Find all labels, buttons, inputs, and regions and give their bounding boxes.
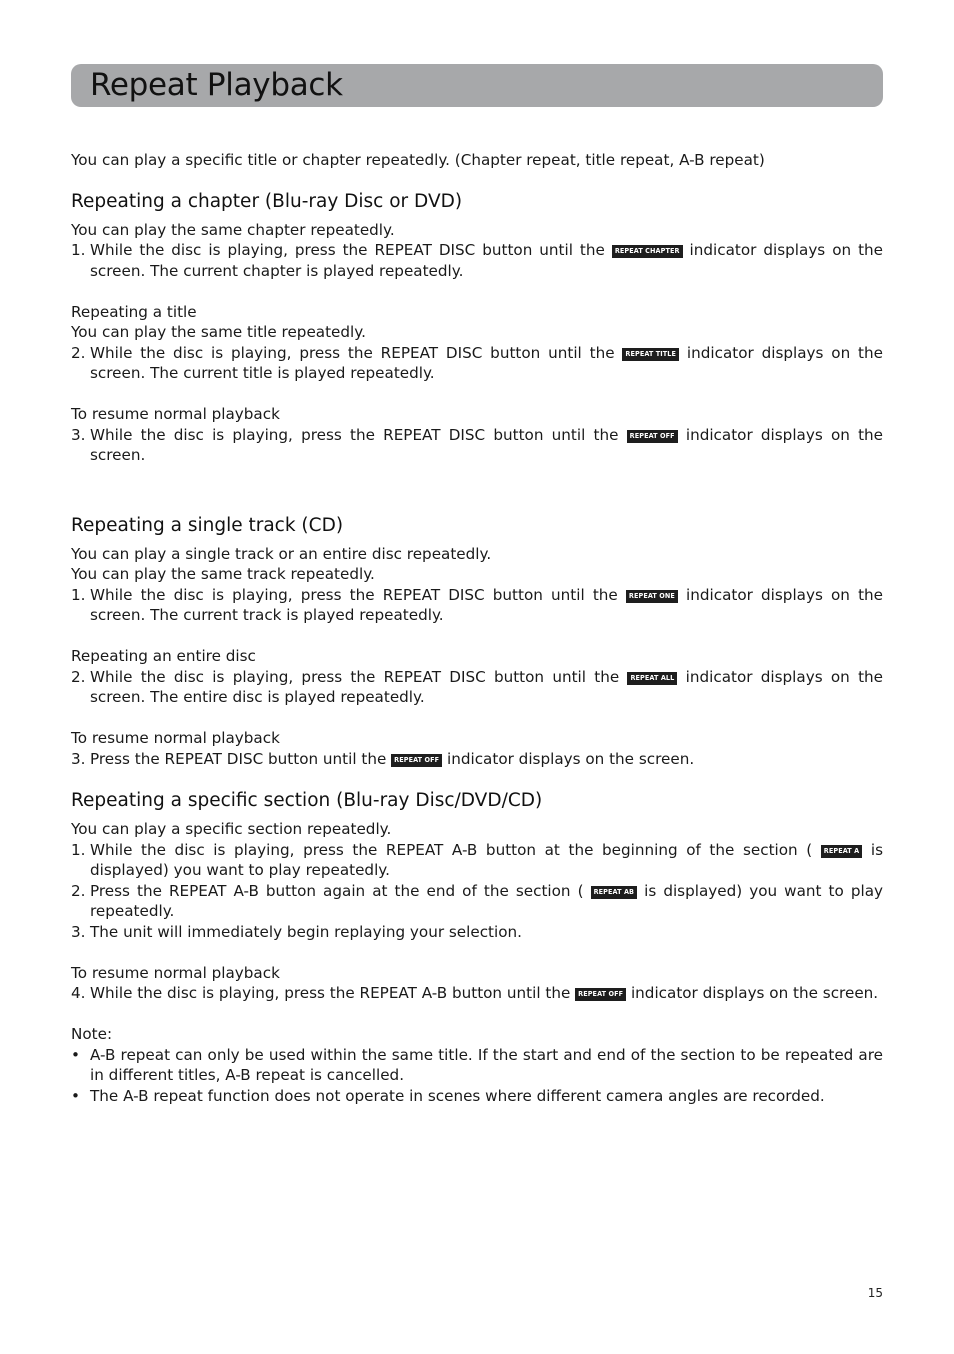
step-number: 4. [71,984,86,1002]
repeat-off-indicator-icon: REPEAT OFF [575,988,626,1001]
repeat-off-indicator-icon: REPEAT OFF [391,754,442,767]
repeat-a-indicator-icon: REPEAT A [821,845,862,858]
step-text: indicator displays on the screen. The entire disc is played repeatedly. [90,667,883,706]
step-text: The unit will immediately begin replaying your selection. [90,922,522,941]
repeat-all-indicator-icon: REPEAT ALL [627,672,677,685]
subheading: Repeating an entire disc [71,647,256,665]
step-text: indicator displays on the screen. [442,749,695,768]
repeat-one-indicator-icon: REPEAT ONE [626,590,678,603]
section-line: You can play a single track or an entire disc repeatedly. [71,544,492,563]
section-line: You can play a specific section repeatedly. [71,820,392,838]
step-text: indicator displays on the screen. The current title is played repeatedly. [90,343,883,382]
step-number: 1. [71,840,86,859]
step-text: indicator displays on the screen. The current chapter is played repeatedly. [90,241,883,280]
step-item [71,425,883,466]
step-text: Press the REPEAT DISC button until the [90,749,392,768]
page-number: 15 [867,1286,883,1300]
step-number: 3. [71,425,86,444]
step-item [71,983,883,1004]
repeat-chapter-indicator-icon: REPEAT CHAPTER [612,245,683,258]
section-line: You can play the same title repeatedly. [71,323,366,341]
subheading: To resume normal playback [71,963,280,982]
note-label: Note: [71,1025,113,1043]
step-text: Press the REPEAT A-B button again at the end of the section ( [90,881,591,900]
section-heading-chapter: Repeating a chapter (Blu-ray Disc or DVD) [71,190,463,212]
repeat-ab-indicator-icon: REPEAT AB [591,886,638,899]
step-text: While the disc is playing, press the REPEAT DISC button until the [90,343,623,362]
step-text: While the disc is playing, press the REPEAT DISC button until the [90,425,627,444]
step-number: 2. [71,881,86,900]
step-item [71,667,883,708]
step-number: 1. [71,585,86,604]
bullet-icon: • [71,1086,80,1105]
step-number: 1. [71,241,86,259]
note-item [71,1086,883,1107]
step-text: indicator displays on the screen. [90,425,883,464]
step-item [71,240,883,281]
intro-text: You can play a specific title or chapter repeatedly. (Chapter repeat, title repeat, A-B repeat) [71,151,765,169]
step-text: is displayed) you want to play repeatedly. [90,881,883,920]
step-item [71,840,883,881]
step-number: 3. [71,749,86,768]
note-text: A-B repeat can only be used within the same title. If the start and end of the section to be repeated are in different titles, A-B repeat is cancelled. [90,1045,883,1084]
step-item [71,922,883,943]
step-text: While the disc is playing, press the REPEAT A-B button at the beginning of the section ( [90,840,821,859]
step-number: 2. [71,343,86,362]
repeat-off-indicator-icon: REPEAT OFF [627,430,678,443]
title-bar [71,64,883,107]
step-item [71,749,883,770]
step-text: While the disc is playing, press the REPEAT A-B button until the [90,984,576,1002]
step-number: 3. [71,922,86,941]
section-line: You can play the same chapter repeatedly. [71,220,395,239]
section-heading-track: Repeating a single track (CD) [71,514,344,536]
step-item [71,343,883,384]
section-heading-section: Repeating a specific section (Blu-ray Disc/DVD/CD) [71,790,543,811]
section-line: You can play the same track repeatedly. [71,565,375,583]
step-item [71,881,883,922]
subheading: To resume normal playback [71,405,280,423]
note-item [71,1045,883,1086]
step-text: indicator displays on the screen. [626,984,879,1002]
note-text: The A-B repeat function does not operate in scenes where different camera angles are recorded. [90,1086,825,1105]
step-text: indicator displays on the screen. The current track is played repeatedly. [90,585,883,624]
step-number: 2. [71,667,86,686]
step-text: While the disc is playing, press the REPEAT DISC button until the [90,241,612,259]
subheading: To resume normal playback [71,729,280,747]
bullet-icon: • [71,1045,80,1064]
step-text: While the disc is playing, press the REPEAT DISC button until the [90,585,626,604]
repeat-title-indicator-icon: REPEAT TITLE [622,348,679,361]
subheading: Repeating a title [71,302,197,321]
step-text: While the disc is playing, press the REPEAT DISC button until the [90,667,628,686]
step-text: is displayed) you want to play repeatedly. [90,840,883,879]
page-content [71,150,883,1106]
step-item [71,585,883,626]
page-title: Repeat Playback [90,67,343,103]
